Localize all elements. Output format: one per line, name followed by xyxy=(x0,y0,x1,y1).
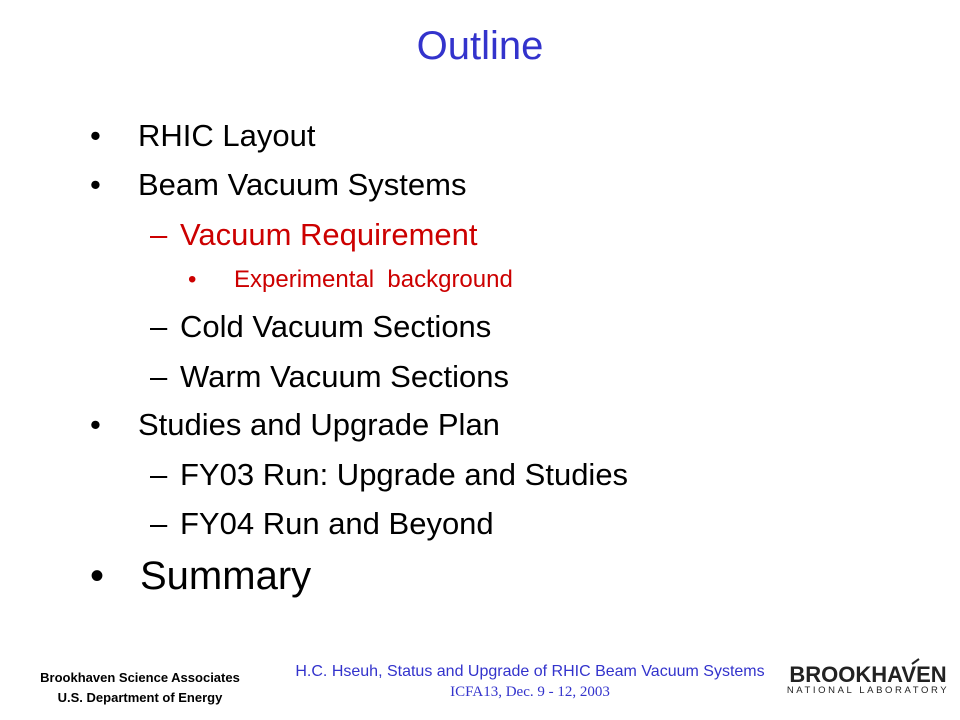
footer-presentation-info xyxy=(260,662,800,702)
outline-item-label: FY04 Run and Beyond xyxy=(180,506,494,541)
bullet: • xyxy=(90,167,101,202)
dash: – xyxy=(150,217,168,252)
brookhaven-logo xyxy=(784,656,954,718)
outline-item-label: Cold Vacuum Sections xyxy=(180,309,492,344)
outline-item-label: FY03 Run: Upgrade and Studies xyxy=(180,457,629,492)
footer-conference: ICFA13, Dec. 9 - 12, 2003 xyxy=(450,684,610,700)
footer-org-line1: Brookhaven Science Associates xyxy=(40,670,240,685)
outline-item-label: Experimental background xyxy=(234,266,513,293)
footer-org-line2: U.S. Department of Energy xyxy=(57,690,223,705)
logo-subtitle: NATIONAL LABORATORY xyxy=(786,685,950,696)
outline-item-label: Vacuum Requirement xyxy=(180,217,478,252)
footer-organization xyxy=(20,668,260,708)
dash: – xyxy=(150,309,168,344)
bullet: • xyxy=(188,266,197,293)
footer-author-title: H.C. Hseuh, Status and Upgrade of RHIC Beam Vacuum Systems xyxy=(295,663,765,680)
dash: – xyxy=(150,359,168,394)
outline-item-label: Beam Vacuum Systems xyxy=(138,167,467,202)
bullet: • xyxy=(90,118,101,153)
bullet: • xyxy=(90,407,101,442)
dash: – xyxy=(150,506,168,541)
bullet: • xyxy=(90,554,105,598)
outline-item-label: RHIC Layout xyxy=(138,118,316,153)
logo-wordmark: BROOKHAVEN xyxy=(789,662,947,687)
outline-item-label: Summary xyxy=(140,554,312,598)
outline-item-label: Warm Vacuum Sections xyxy=(180,359,510,394)
page-title: Outline xyxy=(416,24,544,68)
dash: – xyxy=(150,457,168,492)
outline-item-label: Studies and Upgrade Plan xyxy=(138,407,500,442)
